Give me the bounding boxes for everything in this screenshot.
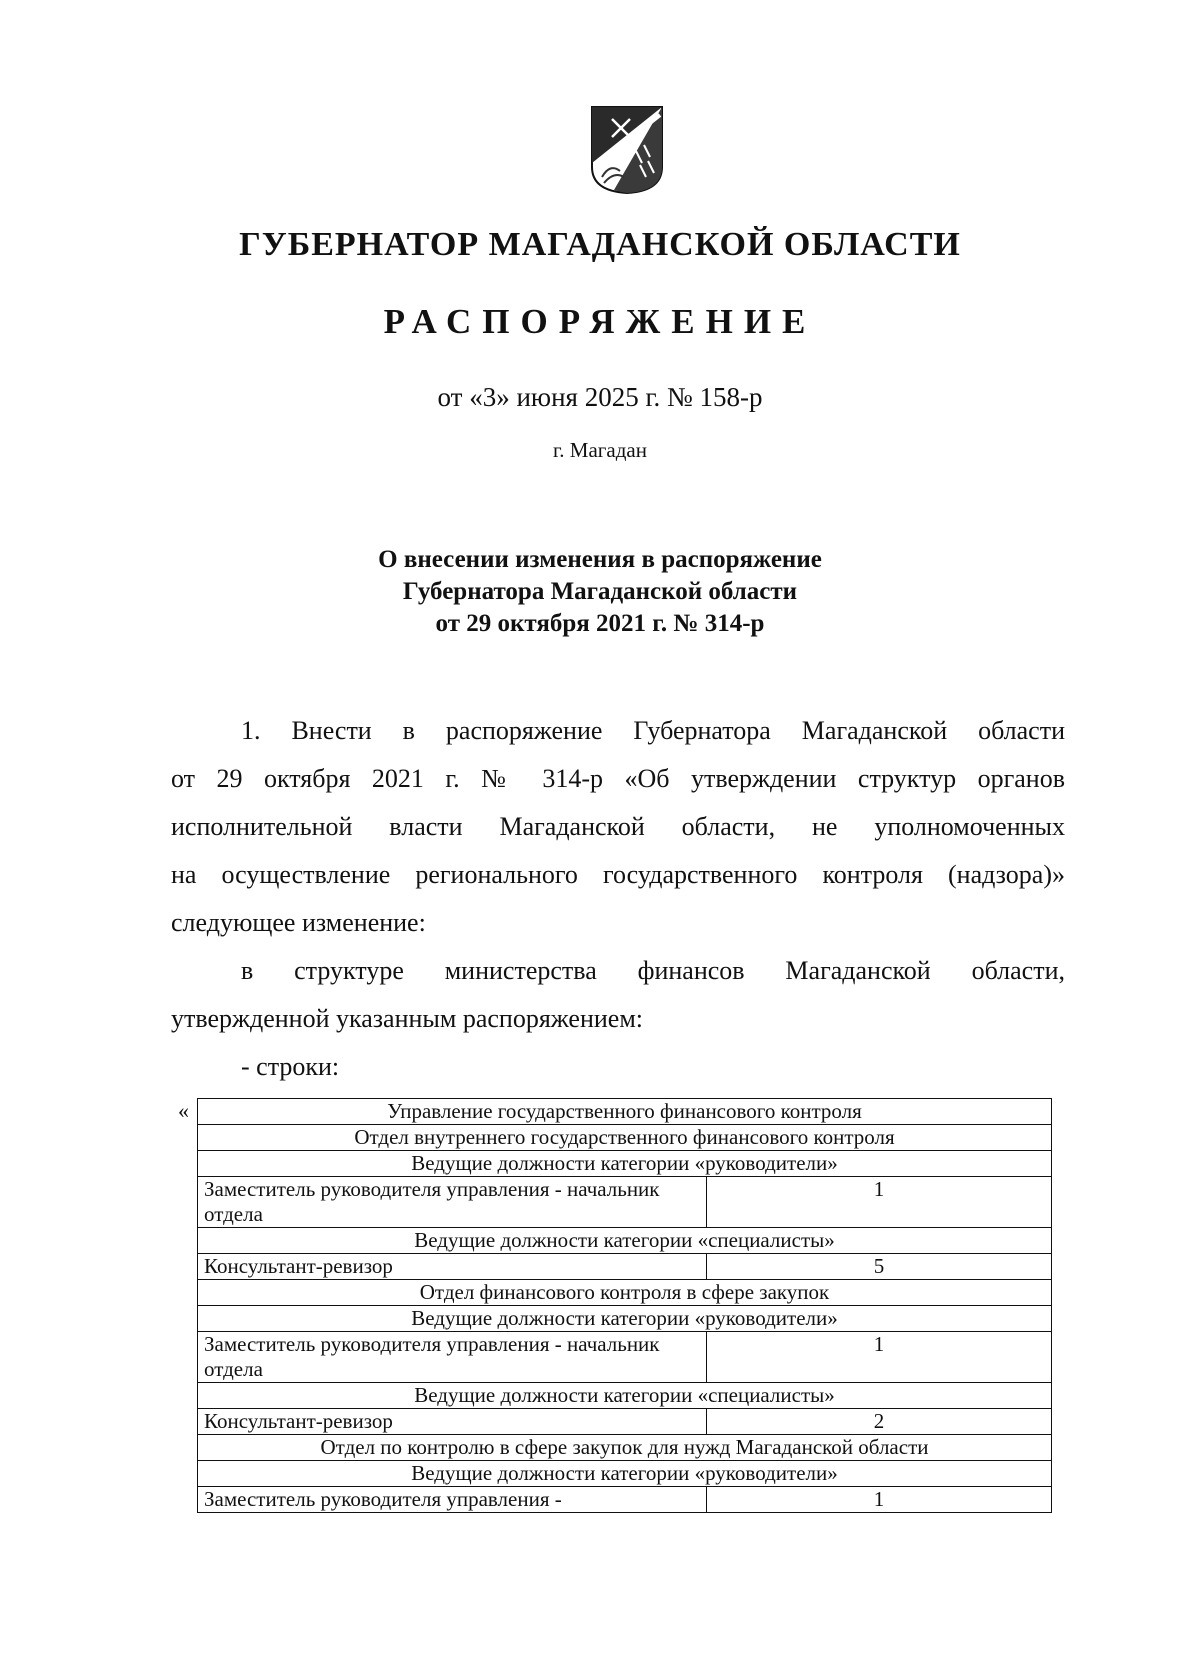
paragraph-line: - строки:: [241, 1052, 340, 1081]
paragraph-3: [171, 1043, 1065, 1091]
table-row: [198, 1125, 1052, 1151]
section-header-cell: Отдел финансового контроля в сфере закупок: [198, 1280, 1052, 1306]
position-count-cell: 2: [707, 1409, 1052, 1435]
table-row: [198, 1151, 1052, 1177]
authority-title: ГУБЕРНАТОР МАГАДАНСКОЙ ОБЛАСТИ: [239, 226, 961, 263]
paragraph-line: исполнительной власти Магаданской области, не уполномоченных: [171, 812, 1065, 841]
paragraph-line: от 29 октября 2021 г. № 314-р «Об утверждении структур органов: [171, 764, 1065, 793]
document-date-number: от «3» июня 2025 г. № 158-р: [437, 382, 763, 412]
table-row: [198, 1280, 1052, 1306]
table-row: [198, 1228, 1052, 1254]
document-type: РАСПОРЯЖЕНИЕ: [383, 302, 817, 341]
position-title-cell: Консультант-ревизор: [198, 1254, 707, 1280]
section-header-cell: Управление государственного финансового контроля: [198, 1099, 1052, 1125]
category-header-cell: Ведущие должности категории «специалисты»: [198, 1228, 1052, 1254]
magadan-coat-of-arms-icon: [590, 105, 664, 195]
paragraph-line: следующее изменение:: [171, 908, 426, 937]
document-subject: [0, 544, 1200, 640]
position-title-cell: Заместитель руководителя управления - начальник отдела: [198, 1332, 707, 1383]
position-title-cell: Заместитель руководителя управления - начальник отдела: [198, 1177, 707, 1228]
section-header-cell: Отдел внутреннего государственного финансового контроля: [198, 1125, 1052, 1151]
table-row: [198, 1409, 1052, 1435]
paragraph-2: [171, 947, 1065, 1043]
document-city: г. Магадан: [553, 438, 647, 462]
table-row: [198, 1487, 1052, 1513]
category-header-cell: Ведущие должности категории «руководители»: [198, 1461, 1052, 1487]
position-count-cell: 1: [707, 1487, 1052, 1513]
section-header-cell: Отдел по контролю в сфере закупок для нужд Магаданской области: [198, 1435, 1052, 1461]
subject-line: О внесении изменения в распоряжение: [378, 546, 822, 573]
category-header-cell: Ведущие должности категории «руководители»: [198, 1306, 1052, 1332]
position-title-cell: Заместитель руководителя управления -: [198, 1487, 707, 1513]
position-count-cell: 1: [707, 1332, 1052, 1383]
table-row: [198, 1254, 1052, 1280]
position-count-cell: 1: [707, 1177, 1052, 1228]
paragraph-line: на осуществление регионального государственного контроля (надзора)»: [171, 860, 1065, 889]
paragraph-line: 1. Внести в распоряжение Губернатора Магаданской области: [241, 716, 1065, 745]
category-header-cell: Ведущие должности категории «специалисты»: [198, 1383, 1052, 1409]
paragraph-1: [171, 707, 1065, 947]
table-row: [198, 1099, 1052, 1125]
paragraph-line: в структуре министерства финансов Магаданской области,: [241, 956, 1065, 985]
structure-table: [197, 1098, 1052, 1513]
table-row: [198, 1461, 1052, 1487]
subject-line: от 29 октября 2021 г. № 314-р: [435, 610, 765, 637]
table-row: [198, 1177, 1052, 1228]
table-row: [198, 1435, 1052, 1461]
subject-line: Губернатора Магаданской области: [402, 578, 798, 605]
table-row: [198, 1383, 1052, 1409]
position-count-cell: 5: [707, 1254, 1052, 1280]
table-row: [198, 1306, 1052, 1332]
table-open-quote: «: [178, 1098, 189, 1123]
category-header-cell: Ведущие должности категории «руководители»: [198, 1151, 1052, 1177]
paragraph-line: утвержденной указанным распоряжением:: [171, 1004, 643, 1033]
table-row: [198, 1332, 1052, 1383]
position-title-cell: Консультант-ревизор: [198, 1409, 707, 1435]
